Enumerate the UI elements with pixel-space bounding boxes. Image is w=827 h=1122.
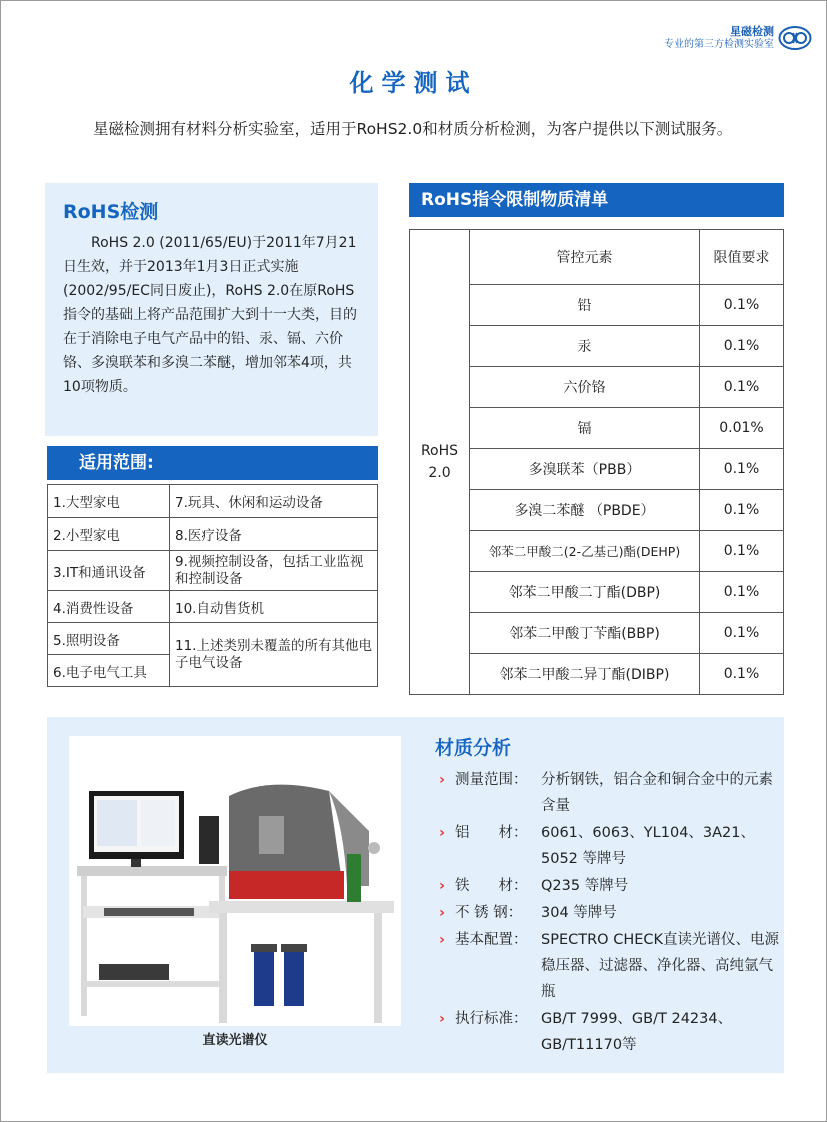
scope-item: 11.上述类别未覆盖的所有其他电子电气设备	[170, 623, 378, 687]
element-name: 邻苯二甲酸二丁酯(DBP)	[470, 572, 700, 613]
element-name: 邻苯二甲酸二(2-乙基己)酯(DEHP)	[470, 531, 700, 572]
page-title: 化学测试	[349, 69, 478, 97]
brand-name: 星磁检测	[730, 25, 774, 38]
rohs-panel	[45, 183, 378, 436]
item-label: 铁 材：	[455, 878, 528, 894]
item-label: 基本配置：	[455, 932, 528, 948]
element-name: 多溴联苯（PBB）	[470, 449, 700, 490]
chevron-right-icon: ›	[439, 878, 445, 894]
scope-item: 1.大型家电	[48, 485, 170, 518]
element-limit: 0.1%	[700, 654, 784, 695]
list-item	[439, 927, 779, 1005]
list-item	[439, 820, 779, 872]
item-value: GB/T 7999、GB/T 24234、GB/T11170等	[541, 1011, 733, 1053]
brand-logo-icon	[778, 25, 812, 51]
element-name: 邻苯二甲酸二异丁酯(DIBP)	[470, 654, 700, 695]
photo-caption: 直读光谱仪	[202, 1033, 268, 1048]
item-label: 执行标准：	[455, 1011, 528, 1027]
element-limit: 0.01%	[700, 408, 784, 449]
element-name: 镉	[470, 408, 700, 449]
list-item	[439, 767, 779, 819]
rohs-description: RoHS 2.0 (2011/65/EU)于2011年7月21日生效，并于2013年1月3日正式实施(2002/95/EC同日废止)，RoHS 2.0在原RoHS指令的基础上将产品范围扩大到十一大类，目的在于消除电子电气产品中的铅、汞、镉、六价铬、多溴联苯和多溴二苯醚，增加邻苯4项，共10项物质。	[63, 235, 357, 395]
scope-item: 10.自动售货机	[170, 591, 378, 623]
element-limit: 0.1%	[700, 613, 784, 654]
element-limit: 0.1%	[700, 572, 784, 613]
chevron-right-icon: ›	[439, 905, 445, 921]
scope-item: 2.小型家电	[48, 518, 170, 551]
element-limit: 0.1%	[700, 449, 784, 490]
item-value: 分析钢铁，铝合金和铜合金中的元素含量	[541, 772, 773, 814]
substances-table	[409, 229, 784, 695]
element-limit: 0.1%	[700, 285, 784, 326]
item-value: 304 等牌号	[541, 905, 617, 921]
scope-item: 5.照明设备	[48, 623, 170, 655]
scope-heading: 适用范围:	[47, 446, 378, 480]
header-logo-text	[664, 25, 774, 51]
chevron-right-icon: ›	[439, 825, 445, 841]
rohs-heading: RoHS检测	[63, 201, 159, 223]
element-name: 汞	[470, 326, 700, 367]
element-name: 铅	[470, 285, 700, 326]
element-name: 多溴二苯醚 （PBDE）	[470, 490, 700, 531]
element-name: 邻苯二甲酸丁苄酯(BBP)	[470, 613, 700, 654]
scope-item: 8.医疗设备	[170, 518, 378, 551]
item-label: 不 锈 钢：	[455, 905, 523, 921]
scope-item: 4.消费性设备	[48, 591, 170, 623]
col-header-limit: 限值要求	[700, 230, 784, 285]
element-limit: 0.1%	[700, 490, 784, 531]
item-value: 6061、6063、YL104、3A21、5052 等牌号	[541, 825, 756, 867]
chevron-right-icon: ›	[439, 1011, 445, 1027]
group-cell	[410, 230, 470, 695]
list-item	[439, 1006, 779, 1058]
material-list	[439, 767, 779, 1059]
brand-slogan: 专业的第三方检测实验室	[664, 39, 774, 50]
substances-heading: RoHS指令限制物质清单	[409, 183, 784, 217]
scope-item: 3.IT和通讯设备	[48, 551, 170, 591]
group-label-line1: RoHS	[420, 443, 459, 459]
material-panel	[47, 717, 784, 1073]
item-value: Q235 等牌号	[541, 878, 629, 894]
chevron-right-icon: ›	[439, 932, 445, 948]
element-name: 六价铬	[470, 367, 700, 408]
element-limit: 0.1%	[700, 367, 784, 408]
item-label: 测量范围：	[455, 772, 528, 788]
list-item	[439, 900, 779, 926]
scope-item: 6.电子电气工具	[48, 655, 170, 687]
scope-table	[47, 484, 378, 687]
item-label: 铝 材：	[455, 825, 528, 841]
intro-paragraph: 星磁检测拥有材料分析实验室，适用于RoHS2.0和材质分析检测，为客户提供以下测试服务。	[93, 120, 733, 138]
material-heading: 材质分析	[435, 737, 512, 759]
scope-item: 9.视频控制设备，包括工业监视和控制设备	[170, 551, 378, 591]
col-header-element: 管控元素	[470, 230, 700, 285]
spectrometer-photo-icon	[69, 736, 401, 1026]
group-label-line2: 2.0	[428, 465, 451, 481]
scope-item: 7.玩具、休闲和运动设备	[170, 485, 378, 518]
element-limit: 0.1%	[700, 531, 784, 572]
chevron-right-icon: ›	[439, 772, 445, 788]
item-value: SPECTRO CHECK直读光谱仪、电源稳压器、过滤器、净化器、高纯氩气瓶	[541, 932, 780, 1000]
element-limit: 0.1%	[700, 326, 784, 367]
list-item	[439, 873, 779, 899]
